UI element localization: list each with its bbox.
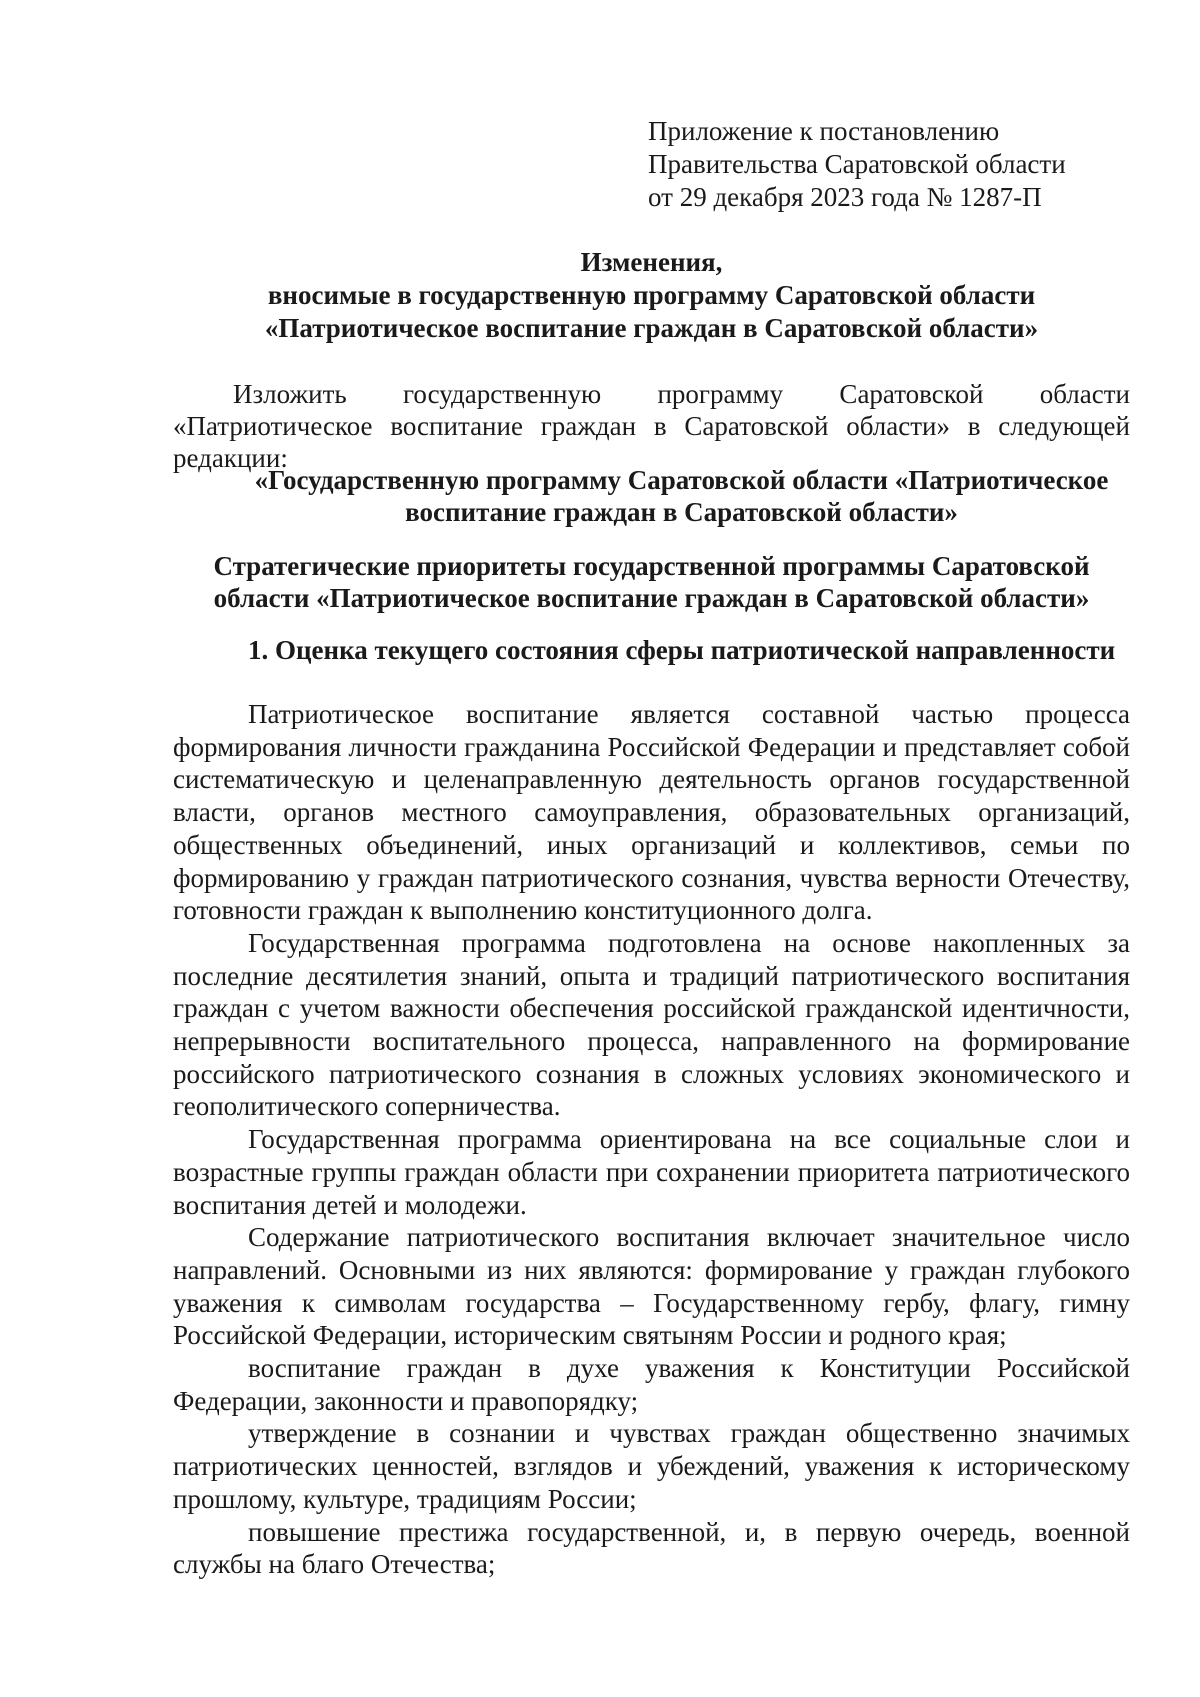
appendix-line-2: Правительства Саратовской области bbox=[648, 149, 1066, 179]
body-paragraph: Содержание патриотического воспитания включает значительное число направлений. Основными из них являются: формирование у граждан глубокого уважения к символам государства – Государственному гербу, флагу, гимну Российской Федерации, историческим святыням России и родного края; bbox=[173, 1222, 1130, 1351]
body-paragraph: Государственная программа подготовлена на основе накопленных за последние десятилетия знаний, опыта и традиций патриотического воспитания граждан с учетом важности обеспечения российской гражданской идентичности, непрерывности воспитательного процесса, направленного на формирование российского патриотического сознания в сложных условиях экономического и геополитического соперничества. bbox=[173, 927, 1130, 1122]
title-line-2: вносимые в государственную программу Саратовской области bbox=[267, 280, 1036, 310]
program-title bbox=[173, 464, 1130, 528]
strategic-priorities-heading bbox=[173, 550, 1130, 614]
body-paragraph: Патриотическое воспитание является составной частью процесса формирования личности гражданина Российской Федерации и представляет собой систематическую и целенаправленную деятельность органов государственной власти, органов местного самоуправления, образовательных организаций, общественных объединений, иных организаций и коллективов, семьи по формированию у граждан патриотического сознания, чувства верности Отечеству, готовности граждан к выполнению конституционного долга. bbox=[173, 699, 1130, 926]
body-paragraph: повышение престижа государственной, и, в первую очередь, военной службы на благо Отечества; bbox=[173, 1516, 1130, 1580]
title-line-1: Изменения, bbox=[580, 247, 723, 277]
program-title-line-1: «Государственную программу Саратовской области «Патриотическое bbox=[254, 465, 1109, 495]
title-line-3: «Патриотическое воспитание граждан в Саратовской области» bbox=[264, 313, 1039, 343]
appendix-header bbox=[648, 115, 1168, 214]
body-paragraph: утверждение в сознании и чувствах граждан общественно значимых патриотических ценностей, взглядов и убеждений, уважения к историческому прошлому, культуре, традициям России; bbox=[173, 1418, 1130, 1514]
appendix-line-3: от 29 декабря 2023 года № 1287-П bbox=[648, 182, 1042, 212]
section-heading: 1. Оценка текущего состояния сферы патриотической направленности bbox=[248, 635, 1116, 665]
strategic-line-2: области «Патриотическое воспитание граждан в Саратовской области» bbox=[213, 583, 1090, 613]
body-paragraph: Государственная программа ориентирована на все социальные слои и возрастные группы граждан области при сохранении приоритета патриотического воспитания детей и молодежи. bbox=[173, 1124, 1130, 1220]
program-title-line-2: воспитание граждан в Саратовской области» bbox=[405, 497, 958, 527]
document-title bbox=[173, 246, 1130, 345]
appendix-line-1: Приложение к постановлению bbox=[648, 116, 1000, 146]
body-text bbox=[173, 698, 1130, 1581]
body-paragraph: воспитание граждан в духе уважения к Конституции Российской Федерации, законности и правопорядку; bbox=[173, 1353, 1130, 1416]
intro-paragraph: Изложить государственную программу Саратовской области «Патриотическое воспитание граждан в Саратовской области» в следующей редакции: bbox=[173, 379, 1130, 473]
strategic-line-1: Стратегические приоритеты государственной программы Саратовской bbox=[213, 551, 1090, 581]
